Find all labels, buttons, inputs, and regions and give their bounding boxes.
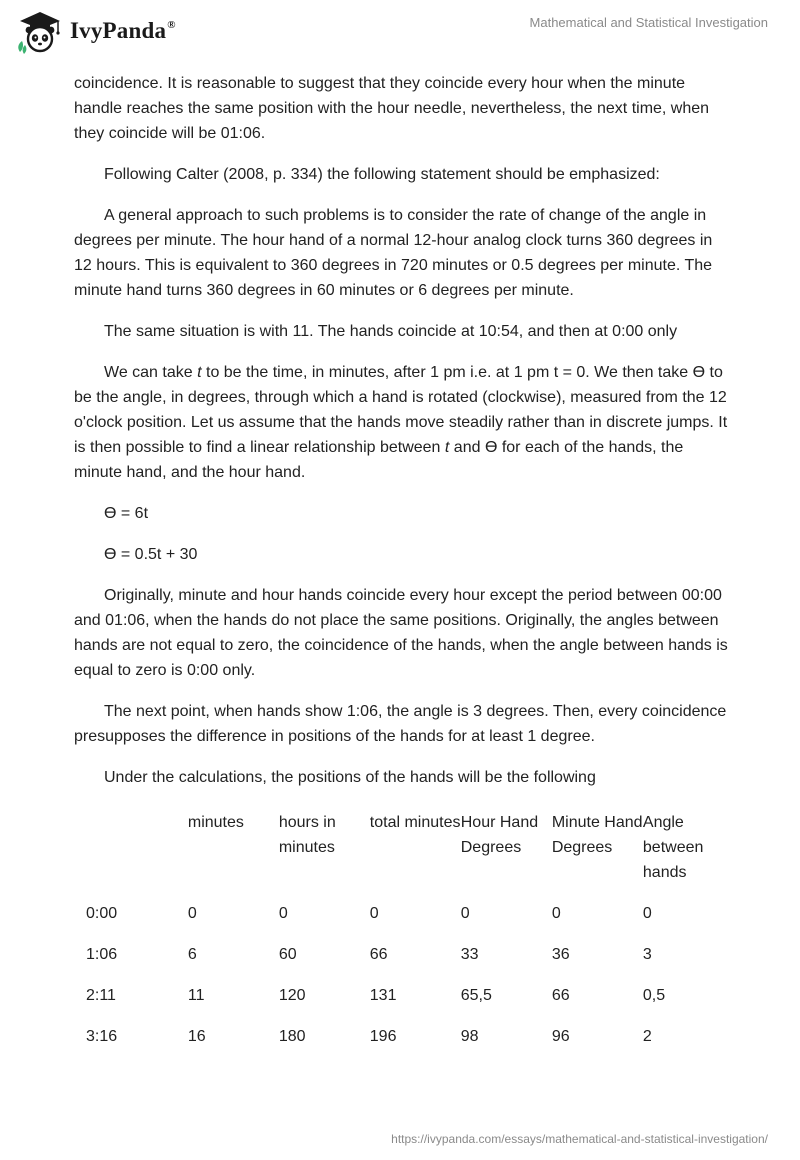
table-cell: 66: [551, 987, 570, 1004]
table-cell: 0: [369, 905, 379, 922]
table-cell: 1:06: [86, 946, 118, 963]
table-header-cell: hours in minutes: [278, 814, 336, 856]
table-header-row: [74, 810, 734, 901]
table-header-cell: Angle between hands: [642, 814, 704, 881]
table-cell: 131: [369, 987, 397, 1004]
table-header-cell: [74, 810, 188, 901]
table-row: [74, 901, 734, 942]
paragraph-1: coincidence. It is reasonable to suggest that they coincide every hour when the minute handle reaches the same position with the hour needle, nevertheless, the next time, when they coincide will be 01:06.: [74, 75, 710, 142]
table-cell: 0,5: [642, 987, 666, 1004]
table-row: [74, 1024, 734, 1065]
paragraph-7: The next point, when hands show 1:06, the angle is 3 degrees. Then, every coincidence presupposes the difference in positions of the hands for at least 1 degree.: [74, 703, 727, 745]
ivypanda-logo[interactable]: [14, 8, 176, 54]
table-cell: 0: [187, 905, 197, 922]
table-cell: 120: [278, 987, 306, 1004]
table-cell: 0: [551, 905, 561, 922]
essay-body: [74, 71, 730, 806]
table-cell: 3:16: [86, 1028, 118, 1045]
table-cell: 65,5: [460, 987, 492, 1004]
table-cell: 0:00: [86, 905, 118, 922]
formula-minute-hand: Ɵ = 6t: [104, 505, 149, 522]
table-header-cell: total minutes: [369, 814, 461, 831]
paragraph-6: Originally, minute and hour hands coincide every hour except the period between 00:00 and 01:06, when the hands do not place the same positions. Originally, the angles between hands are not equal to zero, the coincidence of the hands, when the angle between hands is equal to zero is 0:00 only.: [74, 587, 728, 679]
table-cell: 0: [642, 905, 652, 922]
table-header-cell: Hour Hand Degrees: [460, 814, 539, 856]
table-header-cell: Minute Hand Degrees: [551, 814, 643, 856]
table-cell: 11: [187, 987, 205, 1004]
table-cell: 2:11: [86, 987, 116, 1004]
document-title: Mathematical and Statistical Investigation: [529, 15, 768, 30]
source-url[interactable]: https://ivypanda.com/essays/mathematical-and-statistical-investigation/: [391, 1132, 768, 1146]
table-cell: 33: [460, 946, 479, 963]
panda-graduate-icon: [14, 8, 66, 54]
page-header: [0, 0, 800, 64]
paragraph-3: A general approach to such problems is to consider the rate of change of the angle in degrees per minute. The hour hand of a normal 12-hour analog clock turns 360 degrees in 12 hours. This is equivalent to 360 degrees in 720 minutes or 0.5 degrees per minute. The minute hand turns 360 degrees in 60 minutes or 6 degrees per minute.: [74, 207, 713, 299]
table-cell: 0: [278, 905, 288, 922]
table-cell: 96: [551, 1028, 570, 1045]
table-row: [74, 983, 734, 1024]
table-cell: 3: [642, 946, 652, 963]
brand-name: IvyPanda®: [70, 18, 176, 43]
table-cell: 196: [369, 1028, 397, 1045]
table-cell: 98: [460, 1028, 479, 1045]
table-cell: 60: [278, 946, 297, 963]
formula-hour-hand: Ɵ = 0.5t + 30: [104, 546, 198, 563]
table-cell: 36: [551, 946, 570, 963]
table-cell: 16: [187, 1028, 206, 1045]
table-row: [74, 942, 734, 983]
table-cell: 66: [369, 946, 388, 963]
table-cell: 0: [460, 905, 470, 922]
hands-positions-table: [74, 810, 734, 1065]
paragraph-8: Under the calculations, the positions of the hands will be the following: [104, 769, 596, 786]
table-cell: 2: [642, 1028, 652, 1045]
paragraph-2: Following Calter (2008, p. 334) the following statement should be emphasized:: [104, 166, 660, 183]
paragraph-5: We can take t to be the time, in minutes, after 1 pm i.e. at 1 pm t = 0. We then take Ɵ to be the angle, in degrees, through which a hand is rotated (clockwise), measured from the 12 o'clock position. Let us assume that the hands move steadily rather than in discrete jumps. It is then possible to find a linear relationship between t and Ɵ for each of the hands, the minute hand, and the hour hand.: [74, 364, 728, 481]
paragraph-4: The same situation is with 11. The hands coincide at 10:54, and then at 0:00 only: [104, 323, 678, 340]
table-cell: 180: [278, 1028, 306, 1045]
table-header-cell: minutes: [187, 814, 244, 831]
table-cell: 6: [187, 946, 197, 963]
